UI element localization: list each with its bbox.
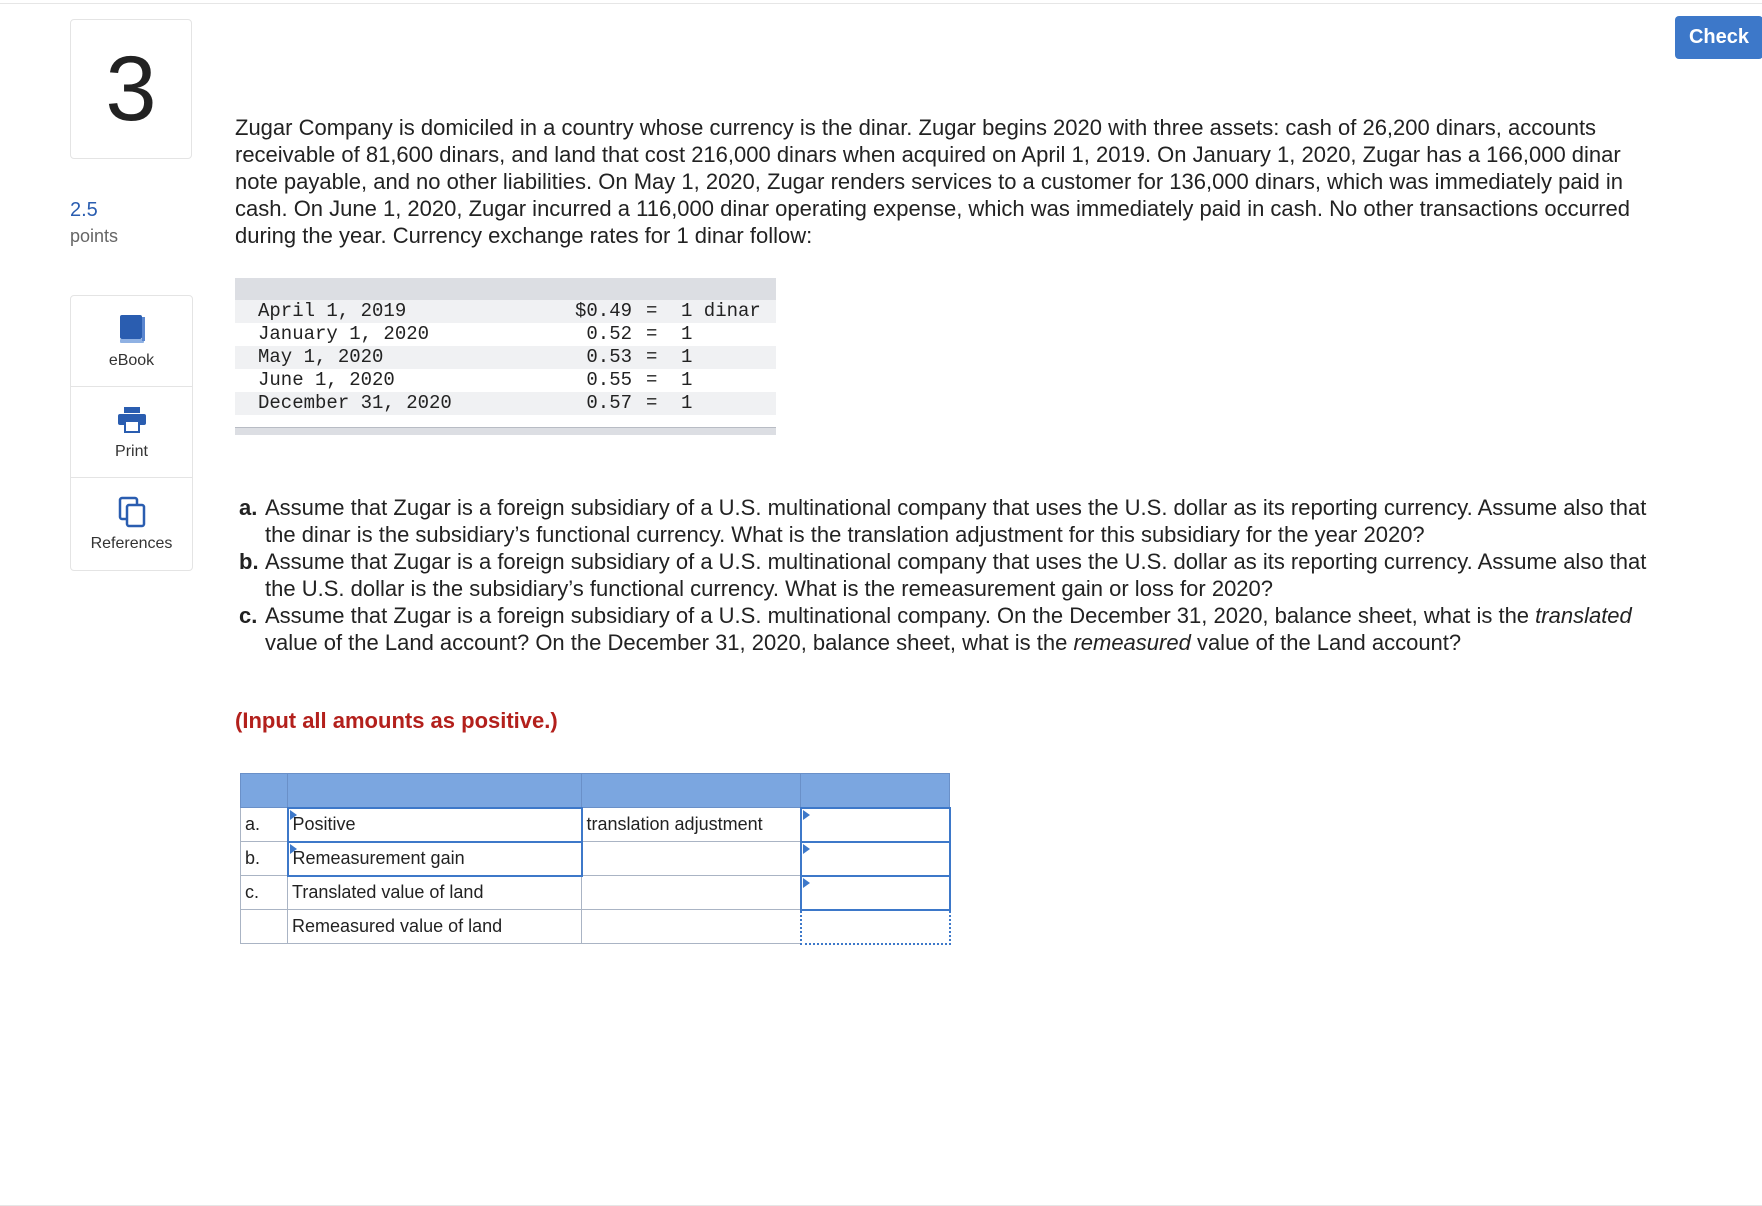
question-text	[265, 602, 1659, 656]
check-button[interactable]: Check	[1675, 16, 1762, 59]
row-description: Remeasured value of land	[288, 910, 582, 944]
rate-value: $0.49	[574, 300, 632, 322]
amount-input[interactable]	[806, 811, 949, 839]
question-text-part: value of the Land account? On the December 31, 2020, balance sheet, what is the	[265, 630, 1074, 655]
problem-text: Zugar Company is domiciled in a country whose currency is the dinar. Zugar begins 2020 with three assets: cash of 26,200 dinars, accounts receivable of 81,600 dinars, and land that cost 216,000 dinars when acquired on April 1, 2019. On January 1, 2020, Zugar has a 166,000 dinar note payable, and no other liabilities. On May 1, 2020, Zugar renders services to a customer for 136,000 dinars, which was immediately paid in cash. On June 1, 2020, Zugar incurred a 116,000 dinar operating expense, which was immediately paid in cash. No other transactions occurred during the year. Currency exchange rates for 1 dinar follow:	[235, 115, 1630, 248]
amount-input[interactable]	[806, 913, 949, 941]
question-list	[239, 494, 1659, 656]
references-label: References	[90, 535, 173, 552]
book-icon	[118, 312, 146, 346]
rate-date: April 1, 2019	[258, 300, 407, 322]
rate-unit: 1	[681, 323, 693, 345]
question-text: Assume that Zugar is a foreign subsidiary of a U.S. multinational company that uses the U.S. dollar as its reporting currency. Assume also that the dinar is the subsidiary’s functional currency. What is the translation adjustment for this subsidiary for the year 2020?	[265, 495, 1647, 547]
input-marker-icon	[803, 844, 810, 854]
rate-equals: =	[646, 392, 658, 414]
ebook-label: eBook	[108, 352, 155, 369]
rate-equals: =	[646, 346, 658, 368]
question-letter: a.	[239, 495, 258, 520]
rate-equals: =	[646, 300, 658, 322]
table-row	[241, 910, 950, 944]
rate-date: May 1, 2020	[258, 346, 384, 368]
rate-row	[235, 369, 776, 392]
points-value: 2.5	[70, 199, 98, 221]
question-a	[239, 494, 1659, 548]
question-number: 3	[70, 19, 192, 159]
rate-equals: =	[646, 369, 658, 391]
input-marker-icon	[803, 878, 810, 888]
row-letter: a.	[241, 808, 288, 842]
rate-date: December 31, 2020	[258, 392, 452, 414]
instruction-text: (Input all amounts as positive.)	[235, 708, 558, 733]
amount-input-cell[interactable]	[801, 842, 950, 876]
rate-unit: 1	[681, 369, 693, 391]
table-row	[241, 808, 950, 842]
printer-icon	[116, 403, 148, 437]
amount-input-cell[interactable]	[801, 808, 950, 842]
header-cell	[801, 774, 950, 808]
row-letter	[241, 910, 288, 944]
row-label: translation adjustment	[582, 808, 801, 842]
rate-unit: 1	[681, 392, 693, 414]
rate-row	[235, 346, 776, 369]
rate-date: June 1, 2020	[258, 369, 395, 391]
dropdown-cell[interactable]	[288, 842, 582, 876]
amount-input-cell[interactable]	[801, 876, 950, 910]
rate-unit: 1 dinar	[681, 300, 761, 322]
rate-value: 0.53	[586, 346, 632, 368]
question-text-part: Assume that Zugar is a foreign subsidiary of a U.S. multinational company. On the December 31, 2020, balance sheet, what is the	[265, 603, 1536, 628]
copy-icon	[117, 495, 147, 529]
row-description: Translated value of land	[288, 876, 582, 910]
dropdown-cell[interactable]	[288, 808, 582, 842]
rates-header-bar	[235, 278, 776, 300]
rate-value: 0.52	[586, 323, 632, 345]
rates-footer-bar	[235, 427, 776, 435]
rate-unit: 1	[681, 346, 693, 368]
row-label	[582, 910, 801, 944]
answer-table-header	[241, 774, 950, 808]
dropdown-value: Positive	[292, 814, 356, 834]
ebook-button[interactable]	[71, 296, 192, 387]
points-label: points	[70, 226, 119, 246]
question-letter: b.	[239, 549, 259, 574]
amount-input[interactable]	[806, 845, 949, 873]
references-button[interactable]	[71, 478, 192, 570]
input-marker-icon	[803, 810, 810, 820]
rate-date: January 1, 2020	[258, 323, 430, 345]
question-b	[239, 548, 1659, 602]
header-cell	[241, 774, 288, 808]
dropdown-value: Remeasurement gain	[292, 848, 465, 868]
rate-row	[235, 300, 776, 323]
amount-input-cell[interactable]	[801, 910, 950, 944]
row-label	[582, 842, 801, 876]
rate-value: 0.55	[586, 369, 632, 391]
rate-value: 0.57	[586, 392, 632, 414]
table-row	[241, 842, 950, 876]
question-text-part: value of the Land account?	[1190, 630, 1462, 655]
question-c	[239, 602, 1659, 656]
tools-panel	[70, 295, 193, 571]
print-label: Print	[115, 443, 148, 460]
print-button[interactable]	[71, 387, 192, 478]
amount-input[interactable]	[806, 879, 949, 907]
row-label	[582, 876, 801, 910]
row-letter: b.	[241, 842, 288, 876]
exchange-rates-table	[235, 278, 776, 435]
question-letter: c.	[239, 603, 258, 628]
question-text: Assume that Zugar is a foreign subsidiary of a U.S. multinational company that uses the U.S. dollar as its reporting currency. Assume also that the U.S. dollar is the subsidiary’s functional currency. What is the remeasurement gain or loss for 2020?	[265, 549, 1647, 601]
header-cell	[582, 774, 801, 808]
table-row	[241, 876, 950, 910]
header-cell	[288, 774, 582, 808]
rate-row	[235, 392, 776, 415]
dropdown-marker-icon	[290, 810, 297, 820]
rate-equals: =	[646, 323, 658, 345]
answer-table	[240, 773, 951, 945]
rate-row	[235, 323, 776, 346]
row-letter: c.	[241, 876, 288, 910]
emphasis-remeasured: remeasured	[1073, 630, 1191, 655]
dropdown-marker-icon	[290, 844, 297, 854]
top-divider	[0, 3, 1762, 4]
emphasis-translated: translated	[1535, 603, 1632, 628]
